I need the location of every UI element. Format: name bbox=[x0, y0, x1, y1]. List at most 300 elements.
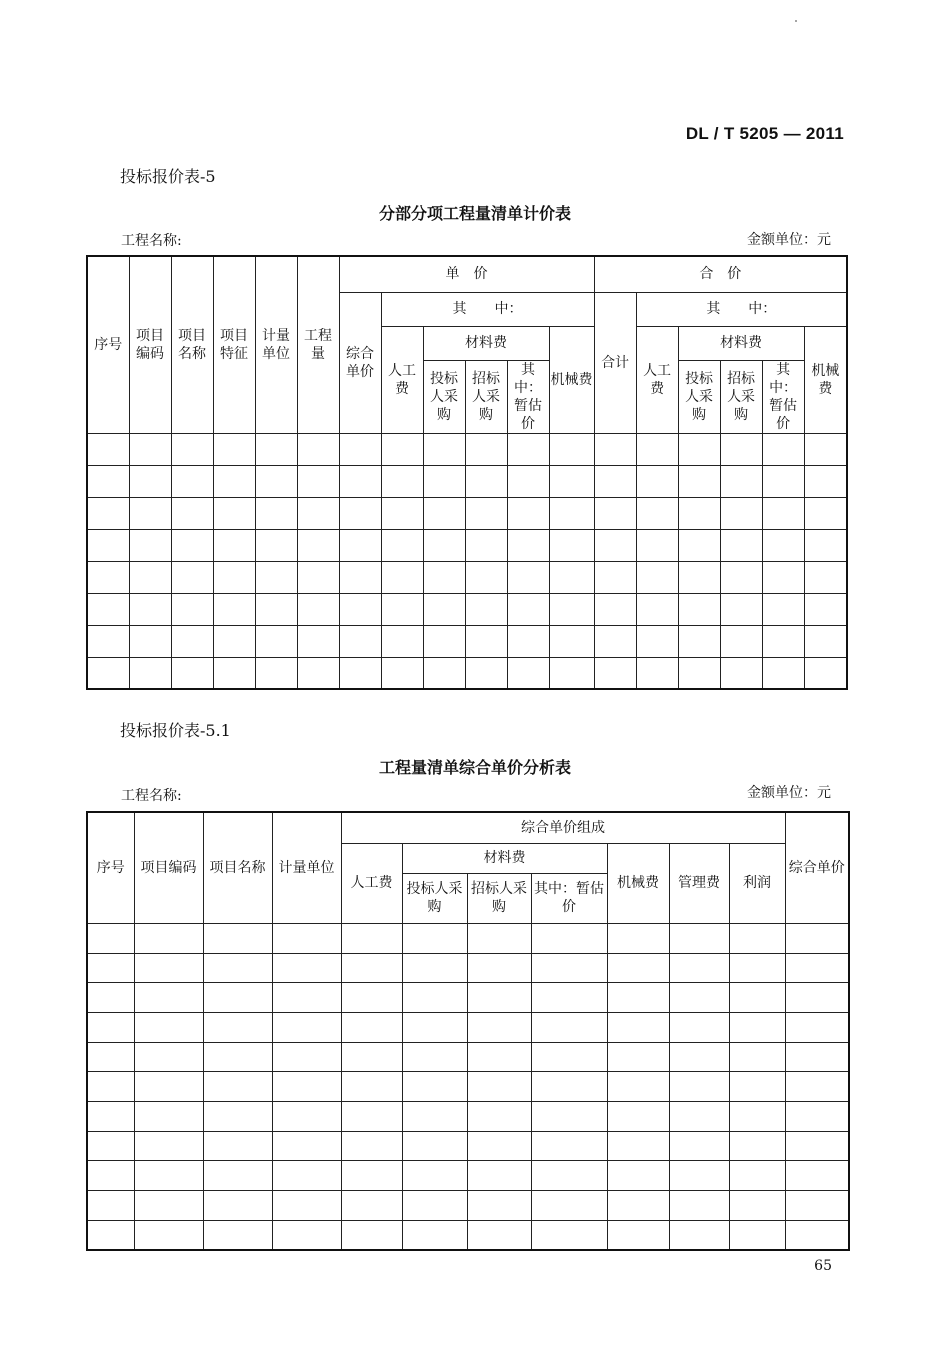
form1-table-cell[interactable] bbox=[762, 657, 804, 689]
form1-table-cell[interactable] bbox=[297, 497, 339, 529]
form1-table-cell[interactable] bbox=[339, 433, 381, 465]
form1-table-cell[interactable] bbox=[87, 657, 129, 689]
form2-table-cell[interactable] bbox=[607, 1102, 669, 1132]
form1-table-cell[interactable] bbox=[507, 593, 549, 625]
form2-table-cell[interactable] bbox=[669, 1102, 729, 1132]
form1-table-cell[interactable] bbox=[297, 529, 339, 561]
form1-table-cell[interactable] bbox=[678, 561, 720, 593]
form1-table-cell[interactable] bbox=[678, 529, 720, 561]
form1-table-cell[interactable] bbox=[804, 529, 847, 561]
form2-table-cell[interactable] bbox=[134, 1191, 203, 1221]
form2-table-cell[interactable] bbox=[203, 1220, 272, 1250]
form1-table-cell[interactable] bbox=[213, 625, 255, 657]
form1-table-cell[interactable] bbox=[465, 465, 507, 497]
form1-table-cell[interactable] bbox=[423, 497, 465, 529]
form1-table-cell[interactable] bbox=[762, 465, 804, 497]
form1-table-cell[interactable] bbox=[171, 497, 213, 529]
h-provisional: 其中：暂估价 bbox=[507, 360, 549, 433]
form2-table-cell[interactable] bbox=[203, 1102, 272, 1132]
form1-table-cell[interactable] bbox=[129, 465, 171, 497]
form1-table-cell[interactable] bbox=[339, 497, 381, 529]
form2-table-cell[interactable] bbox=[134, 1161, 203, 1191]
form1-table-cell[interactable] bbox=[594, 465, 636, 497]
form1-table-cell[interactable] bbox=[720, 433, 762, 465]
form2-table-cell[interactable] bbox=[87, 1191, 134, 1221]
form1-table-cell[interactable] bbox=[465, 593, 507, 625]
form1-table-cell[interactable] bbox=[636, 657, 678, 689]
form1-table-cell[interactable] bbox=[255, 593, 297, 625]
form2-table-cell[interactable] bbox=[87, 924, 134, 954]
form2-table-cell[interactable] bbox=[203, 1072, 272, 1102]
form1-table-cell[interactable] bbox=[129, 593, 171, 625]
form2-table-cell[interactable] bbox=[531, 1191, 607, 1221]
form2-table-cell[interactable] bbox=[467, 1102, 531, 1132]
form2-table-cell[interactable] bbox=[203, 953, 272, 983]
form1-table-cell[interactable] bbox=[678, 465, 720, 497]
form2-table-cell[interactable] bbox=[467, 1220, 531, 1250]
form2-table-cell[interactable] bbox=[402, 1220, 467, 1250]
h2-item-code: 项目编码 bbox=[134, 812, 203, 924]
form2-table-cell[interactable] bbox=[669, 983, 729, 1013]
form2-table-cell[interactable] bbox=[607, 1131, 669, 1161]
form1-table-cell[interactable] bbox=[339, 561, 381, 593]
form2-table-cell[interactable] bbox=[785, 1072, 849, 1102]
form2-table-row bbox=[87, 1042, 849, 1072]
form2-table-cell[interactable] bbox=[272, 1161, 341, 1191]
form1-table-cell[interactable] bbox=[255, 561, 297, 593]
form2-table-cell[interactable] bbox=[134, 1102, 203, 1132]
form1-table-cell[interactable] bbox=[720, 497, 762, 529]
form1-table-cell[interactable] bbox=[636, 433, 678, 465]
form1-table-cell[interactable] bbox=[87, 465, 129, 497]
form1-table-cell[interactable] bbox=[423, 625, 465, 657]
form1-table-cell[interactable] bbox=[171, 465, 213, 497]
form1-table-cell[interactable] bbox=[507, 625, 549, 657]
form1-table-cell[interactable] bbox=[255, 657, 297, 689]
form1-table-cell[interactable] bbox=[804, 465, 847, 497]
form2-table-cell[interactable] bbox=[272, 1042, 341, 1072]
h-total-of-which: 其 中： bbox=[636, 292, 847, 326]
form1-table-cell[interactable] bbox=[171, 561, 213, 593]
form2-table-cell[interactable] bbox=[341, 1072, 402, 1102]
form1-table-cell[interactable] bbox=[594, 593, 636, 625]
form2-table-cell[interactable] bbox=[607, 1161, 669, 1191]
h-bidder-purchase: 投标人采购 bbox=[423, 360, 465, 433]
form1-table-cell[interactable] bbox=[720, 465, 762, 497]
form2-table-cell[interactable] bbox=[467, 1072, 531, 1102]
form1-table-cell[interactable] bbox=[720, 529, 762, 561]
form2-table-cell[interactable] bbox=[402, 983, 467, 1013]
form2-table-cell[interactable] bbox=[531, 1161, 607, 1191]
form2-table-cell[interactable] bbox=[729, 1131, 785, 1161]
form1-table-cell[interactable] bbox=[255, 433, 297, 465]
form2-table-cell[interactable] bbox=[341, 1220, 402, 1250]
form2-table-cell[interactable] bbox=[402, 1191, 467, 1221]
form2-table-cell[interactable] bbox=[203, 1191, 272, 1221]
form2-table-cell[interactable] bbox=[341, 953, 402, 983]
form1-table-cell[interactable] bbox=[465, 657, 507, 689]
form2-table-cell[interactable] bbox=[785, 924, 849, 954]
form1-table-cell[interactable] bbox=[804, 497, 847, 529]
form2-table-cell[interactable] bbox=[341, 983, 402, 1013]
form1-table-cell[interactable] bbox=[423, 465, 465, 497]
form1-table-cell[interactable] bbox=[213, 497, 255, 529]
form2-table-cell[interactable] bbox=[341, 1191, 402, 1221]
form1-table-cell[interactable] bbox=[636, 561, 678, 593]
form1-table-cell[interactable] bbox=[255, 625, 297, 657]
form1-table-cell[interactable] bbox=[678, 657, 720, 689]
form2-table-cell[interactable] bbox=[203, 1161, 272, 1191]
form2-table-cell[interactable] bbox=[402, 1013, 467, 1043]
form2-table-cell[interactable] bbox=[272, 924, 341, 954]
form2-table-cell[interactable] bbox=[531, 924, 607, 954]
form2-table-cell[interactable] bbox=[729, 953, 785, 983]
form1-table-cell[interactable] bbox=[297, 433, 339, 465]
form1-table-cell[interactable] bbox=[762, 593, 804, 625]
form1-table-cell[interactable] bbox=[213, 433, 255, 465]
form1-table-cell[interactable] bbox=[465, 433, 507, 465]
form1-table-cell[interactable] bbox=[594, 625, 636, 657]
form2-table-cell[interactable] bbox=[785, 1220, 849, 1250]
form2-table-cell[interactable] bbox=[785, 1161, 849, 1191]
form2-table-cell[interactable] bbox=[467, 1161, 531, 1191]
form1-table-cell[interactable] bbox=[594, 561, 636, 593]
form1-table-cell[interactable] bbox=[549, 561, 594, 593]
form2-table-cell[interactable] bbox=[87, 1102, 134, 1132]
form1-table-cell[interactable] bbox=[339, 529, 381, 561]
form2-table-cell[interactable] bbox=[87, 1131, 134, 1161]
form1-table-cell[interactable] bbox=[255, 529, 297, 561]
form2-table-cell[interactable] bbox=[531, 1220, 607, 1250]
form1-table-row bbox=[87, 625, 847, 657]
form1-table-cell[interactable] bbox=[129, 657, 171, 689]
form2-table-cell[interactable] bbox=[467, 1042, 531, 1072]
form1-table-cell[interactable] bbox=[762, 529, 804, 561]
form1-table-cell[interactable] bbox=[465, 625, 507, 657]
h2-item-name: 项目名称 bbox=[203, 812, 272, 924]
form1-table-cell[interactable] bbox=[720, 657, 762, 689]
form2-table-cell[interactable] bbox=[341, 1161, 402, 1191]
form1-table-cell[interactable] bbox=[678, 433, 720, 465]
form1-table-cell[interactable] bbox=[804, 433, 847, 465]
form2-table-cell[interactable] bbox=[729, 1042, 785, 1072]
form2-table-cell[interactable] bbox=[467, 1131, 531, 1161]
form2-table-cell[interactable] bbox=[785, 983, 849, 1013]
form2-table-cell[interactable] bbox=[203, 983, 272, 1013]
form2-table-cell[interactable] bbox=[134, 1220, 203, 1250]
form2-table-cell[interactable] bbox=[341, 1131, 402, 1161]
form2-table-cell[interactable] bbox=[729, 1220, 785, 1250]
form1-table-cell[interactable] bbox=[423, 529, 465, 561]
form2-table-cell[interactable] bbox=[467, 1191, 531, 1221]
form1-table-cell[interactable] bbox=[678, 625, 720, 657]
form2-table-row bbox=[87, 1072, 849, 1102]
form1-table-cell[interactable] bbox=[720, 625, 762, 657]
form1-table-cell[interactable] bbox=[213, 561, 255, 593]
form1-table-cell[interactable] bbox=[87, 593, 129, 625]
form2-table-cell[interactable] bbox=[134, 1042, 203, 1072]
form1-table-cell[interactable] bbox=[423, 657, 465, 689]
h2-provisional: 其中：暂估价 bbox=[531, 873, 607, 923]
form2-table-cell[interactable] bbox=[272, 1102, 341, 1132]
form2-table-cell[interactable] bbox=[341, 1042, 402, 1072]
form2-table-cell[interactable] bbox=[467, 924, 531, 954]
form1-table-cell[interactable] bbox=[465, 497, 507, 529]
form2-table-cell[interactable] bbox=[87, 1042, 134, 1072]
form1-table-cell[interactable] bbox=[381, 561, 423, 593]
h2-unit: 计量单位 bbox=[272, 812, 341, 924]
form2-table-cell[interactable] bbox=[729, 1102, 785, 1132]
form2-table-cell[interactable] bbox=[272, 1072, 341, 1102]
form1-table-cell[interactable] bbox=[339, 593, 381, 625]
form1-table-cell[interactable] bbox=[636, 529, 678, 561]
form2-table-cell[interactable] bbox=[531, 983, 607, 1013]
form2-table-cell[interactable] bbox=[607, 1042, 669, 1072]
form2-table-cell[interactable] bbox=[531, 1072, 607, 1102]
form2-table-cell[interactable] bbox=[729, 1013, 785, 1043]
form1-table bbox=[86, 255, 848, 690]
form2-title: 工程量清单综合单价分析表 bbox=[378, 758, 571, 777]
form2-table-cell[interactable] bbox=[669, 1161, 729, 1191]
form1-table-cell[interactable] bbox=[636, 593, 678, 625]
form1-table-cell[interactable] bbox=[129, 497, 171, 529]
form1-table-cell[interactable] bbox=[129, 561, 171, 593]
form1-table-cell[interactable] bbox=[465, 529, 507, 561]
form1-table-cell[interactable] bbox=[762, 497, 804, 529]
form2-table-cell[interactable] bbox=[341, 924, 402, 954]
form2-table-cell[interactable] bbox=[203, 1013, 272, 1043]
form2-table-cell[interactable] bbox=[669, 924, 729, 954]
h-item-code: 项目编码 bbox=[129, 256, 171, 433]
form1-table-cell[interactable] bbox=[594, 529, 636, 561]
form2-table-cell[interactable] bbox=[134, 1072, 203, 1102]
form2-table-cell[interactable] bbox=[607, 924, 669, 954]
form1-table-cell[interactable] bbox=[720, 593, 762, 625]
form2-table-cell[interactable] bbox=[467, 953, 531, 983]
form2-table-cell[interactable] bbox=[203, 1042, 272, 1072]
form1-table-cell[interactable] bbox=[549, 433, 594, 465]
form1-table-cell[interactable] bbox=[762, 625, 804, 657]
form1-table-cell[interactable] bbox=[507, 433, 549, 465]
form1-table-cell[interactable] bbox=[594, 433, 636, 465]
form2-table-cell[interactable] bbox=[669, 1072, 729, 1102]
form1-table-cell[interactable] bbox=[804, 593, 847, 625]
form2-table-cell[interactable] bbox=[607, 953, 669, 983]
form2-table-cell[interactable] bbox=[669, 1131, 729, 1161]
form2-table-cell[interactable] bbox=[531, 1013, 607, 1043]
form1-table-cell[interactable] bbox=[594, 497, 636, 529]
form1-table-cell[interactable] bbox=[129, 529, 171, 561]
form2-table-cell[interactable] bbox=[402, 1042, 467, 1072]
form2-table-cell[interactable] bbox=[669, 1042, 729, 1072]
form1-table-cell[interactable] bbox=[297, 465, 339, 497]
form1-table-cell[interactable] bbox=[549, 497, 594, 529]
form1-table-cell[interactable] bbox=[171, 625, 213, 657]
form1-table-cell[interactable] bbox=[87, 529, 129, 561]
form1-table-cell[interactable] bbox=[636, 465, 678, 497]
form2-table-cell[interactable] bbox=[531, 1131, 607, 1161]
form1-table-cell[interactable] bbox=[381, 433, 423, 465]
form1-table-cell[interactable] bbox=[381, 657, 423, 689]
form2-table-cell[interactable] bbox=[669, 953, 729, 983]
form1-table-cell[interactable] bbox=[762, 561, 804, 593]
form1-table-cell[interactable] bbox=[171, 593, 213, 625]
form2-table-cell[interactable] bbox=[729, 924, 785, 954]
form2-table-cell[interactable] bbox=[729, 1072, 785, 1102]
form1-table-cell[interactable] bbox=[213, 529, 255, 561]
form1-table-cell[interactable] bbox=[423, 561, 465, 593]
form1-table-cell[interactable] bbox=[381, 497, 423, 529]
form1-table-cell[interactable] bbox=[129, 625, 171, 657]
h-seq: 序号 bbox=[87, 256, 129, 433]
form2-table-cell[interactable] bbox=[531, 1042, 607, 1072]
form1-table-cell[interactable] bbox=[381, 465, 423, 497]
page-number: 65 bbox=[814, 1258, 832, 1274]
form2-table-cell[interactable] bbox=[729, 1191, 785, 1221]
form1-table-row bbox=[87, 433, 847, 465]
form1-table-cell[interactable] bbox=[549, 625, 594, 657]
form2-table-cell[interactable] bbox=[785, 1102, 849, 1132]
form1-table-cell[interactable] bbox=[339, 625, 381, 657]
form2-table-cell[interactable] bbox=[402, 1072, 467, 1102]
form1-table-cell[interactable] bbox=[87, 561, 129, 593]
form2-table-cell[interactable] bbox=[87, 1220, 134, 1250]
form2-table-cell[interactable] bbox=[467, 1013, 531, 1043]
form2-table-cell[interactable] bbox=[87, 1161, 134, 1191]
h-material: 材料费 bbox=[423, 326, 549, 360]
form2-table-cell[interactable] bbox=[272, 1220, 341, 1250]
form1-table-cell[interactable] bbox=[297, 625, 339, 657]
form1-table-cell[interactable] bbox=[129, 433, 171, 465]
form2-table-cell[interactable] bbox=[607, 1191, 669, 1221]
form1-table-cell[interactable] bbox=[381, 593, 423, 625]
form1-table-cell[interactable] bbox=[762, 433, 804, 465]
form2-table-cell[interactable] bbox=[785, 1013, 849, 1043]
form2-table-cell[interactable] bbox=[729, 983, 785, 1013]
form1-table-cell[interactable] bbox=[87, 625, 129, 657]
form1-table-cell[interactable] bbox=[381, 625, 423, 657]
form1-table-cell[interactable] bbox=[339, 465, 381, 497]
form1-table-cell[interactable] bbox=[636, 625, 678, 657]
form1-table-cell[interactable] bbox=[255, 465, 297, 497]
form2-table-cell[interactable] bbox=[134, 983, 203, 1013]
form1-table-cell[interactable] bbox=[507, 561, 549, 593]
form1-table-cell[interactable] bbox=[804, 657, 847, 689]
form2-table-cell[interactable] bbox=[341, 1013, 402, 1043]
form1-table-cell[interactable] bbox=[297, 561, 339, 593]
form1-table-cell[interactable] bbox=[255, 497, 297, 529]
form2-table-cell[interactable] bbox=[531, 1102, 607, 1132]
form2-table-cell[interactable] bbox=[402, 1131, 467, 1161]
h2-management: 管理费 bbox=[669, 843, 729, 923]
form2-table-cell[interactable] bbox=[272, 1191, 341, 1221]
form1-table-cell[interactable] bbox=[423, 433, 465, 465]
form1-table-cell[interactable] bbox=[636, 497, 678, 529]
form2-table-cell[interactable] bbox=[531, 953, 607, 983]
form1-table-cell[interactable] bbox=[507, 657, 549, 689]
form1-table-cell[interactable] bbox=[381, 529, 423, 561]
form2-table-cell[interactable] bbox=[607, 1072, 669, 1102]
form2-table-cell[interactable] bbox=[607, 1013, 669, 1043]
form2-table-cell[interactable] bbox=[402, 953, 467, 983]
form2-header-row-1 bbox=[87, 812, 849, 843]
form2-table-cell[interactable] bbox=[402, 924, 467, 954]
form2-table-cell[interactable] bbox=[134, 1131, 203, 1161]
form1-table-cell[interactable] bbox=[594, 657, 636, 689]
form1-table-cell[interactable] bbox=[87, 497, 129, 529]
form2-table-cell[interactable] bbox=[402, 1102, 467, 1132]
form2-table-row bbox=[87, 1161, 849, 1191]
form1-table-cell[interactable] bbox=[213, 657, 255, 689]
form1-table-cell[interactable] bbox=[213, 465, 255, 497]
form2-table-cell[interactable] bbox=[785, 1191, 849, 1221]
form2-table-cell[interactable] bbox=[134, 1013, 203, 1043]
form1-table-cell[interactable] bbox=[549, 593, 594, 625]
form2-table-cell[interactable] bbox=[134, 953, 203, 983]
form2-table-cell[interactable] bbox=[203, 1131, 272, 1161]
form2-table-cell[interactable] bbox=[134, 924, 203, 954]
form2-table-cell[interactable] bbox=[467, 983, 531, 1013]
form1-table-cell[interactable] bbox=[720, 561, 762, 593]
form1-table-cell[interactable] bbox=[507, 465, 549, 497]
form2-table-cell[interactable] bbox=[785, 953, 849, 983]
h2-profit: 利润 bbox=[729, 843, 785, 923]
form2-table-cell[interactable] bbox=[272, 953, 341, 983]
form1-table-cell[interactable] bbox=[171, 433, 213, 465]
form1-table-cell[interactable] bbox=[87, 433, 129, 465]
form2-table-cell[interactable] bbox=[669, 1191, 729, 1221]
form2-table-cell[interactable] bbox=[669, 1220, 729, 1250]
form2-table-cell[interactable] bbox=[272, 1131, 341, 1161]
form2-table-cell[interactable] bbox=[785, 1042, 849, 1072]
form1-table-cell[interactable] bbox=[213, 593, 255, 625]
form2-table-cell[interactable] bbox=[272, 983, 341, 1013]
form1-table-cell[interactable] bbox=[678, 593, 720, 625]
form1-table-cell[interactable] bbox=[549, 465, 594, 497]
form2-table-cell[interactable] bbox=[203, 924, 272, 954]
form1-table-cell[interactable] bbox=[171, 657, 213, 689]
form2-table-cell[interactable] bbox=[669, 1013, 729, 1043]
form2-table-cell[interactable] bbox=[607, 983, 669, 1013]
form1-table-cell[interactable] bbox=[804, 625, 847, 657]
form2-table-cell[interactable] bbox=[607, 1220, 669, 1250]
h-tenderer-purchase: 招标人采购 bbox=[465, 360, 507, 433]
form2-table-cell[interactable] bbox=[272, 1013, 341, 1043]
form1-table-cell[interactable] bbox=[507, 497, 549, 529]
form1-table-cell[interactable] bbox=[465, 561, 507, 593]
form1-table-cell[interactable] bbox=[804, 561, 847, 593]
form2-table-cell[interactable] bbox=[87, 1072, 134, 1102]
form1-table-cell[interactable] bbox=[678, 497, 720, 529]
form2-table-cell[interactable] bbox=[87, 953, 134, 983]
form1-table-cell[interactable] bbox=[297, 657, 339, 689]
form1-table-cell[interactable] bbox=[507, 529, 549, 561]
form1-table-cell[interactable] bbox=[549, 657, 594, 689]
h-total-price: 合 价 bbox=[594, 256, 847, 292]
form1-table-cell[interactable] bbox=[549, 529, 594, 561]
form2-table-cell[interactable] bbox=[87, 1013, 134, 1043]
form2-table-cell[interactable] bbox=[729, 1161, 785, 1191]
form2-table-cell[interactable] bbox=[402, 1161, 467, 1191]
form2-table-cell[interactable] bbox=[341, 1102, 402, 1132]
form2-table-cell[interactable] bbox=[785, 1131, 849, 1161]
h-labor-2: 人工费 bbox=[636, 326, 678, 433]
form2-table-cell[interactable] bbox=[87, 983, 134, 1013]
form1-table-cell[interactable] bbox=[297, 593, 339, 625]
form1-table-cell[interactable] bbox=[339, 657, 381, 689]
form1-table-cell[interactable] bbox=[423, 593, 465, 625]
form1-table-cell[interactable] bbox=[171, 529, 213, 561]
